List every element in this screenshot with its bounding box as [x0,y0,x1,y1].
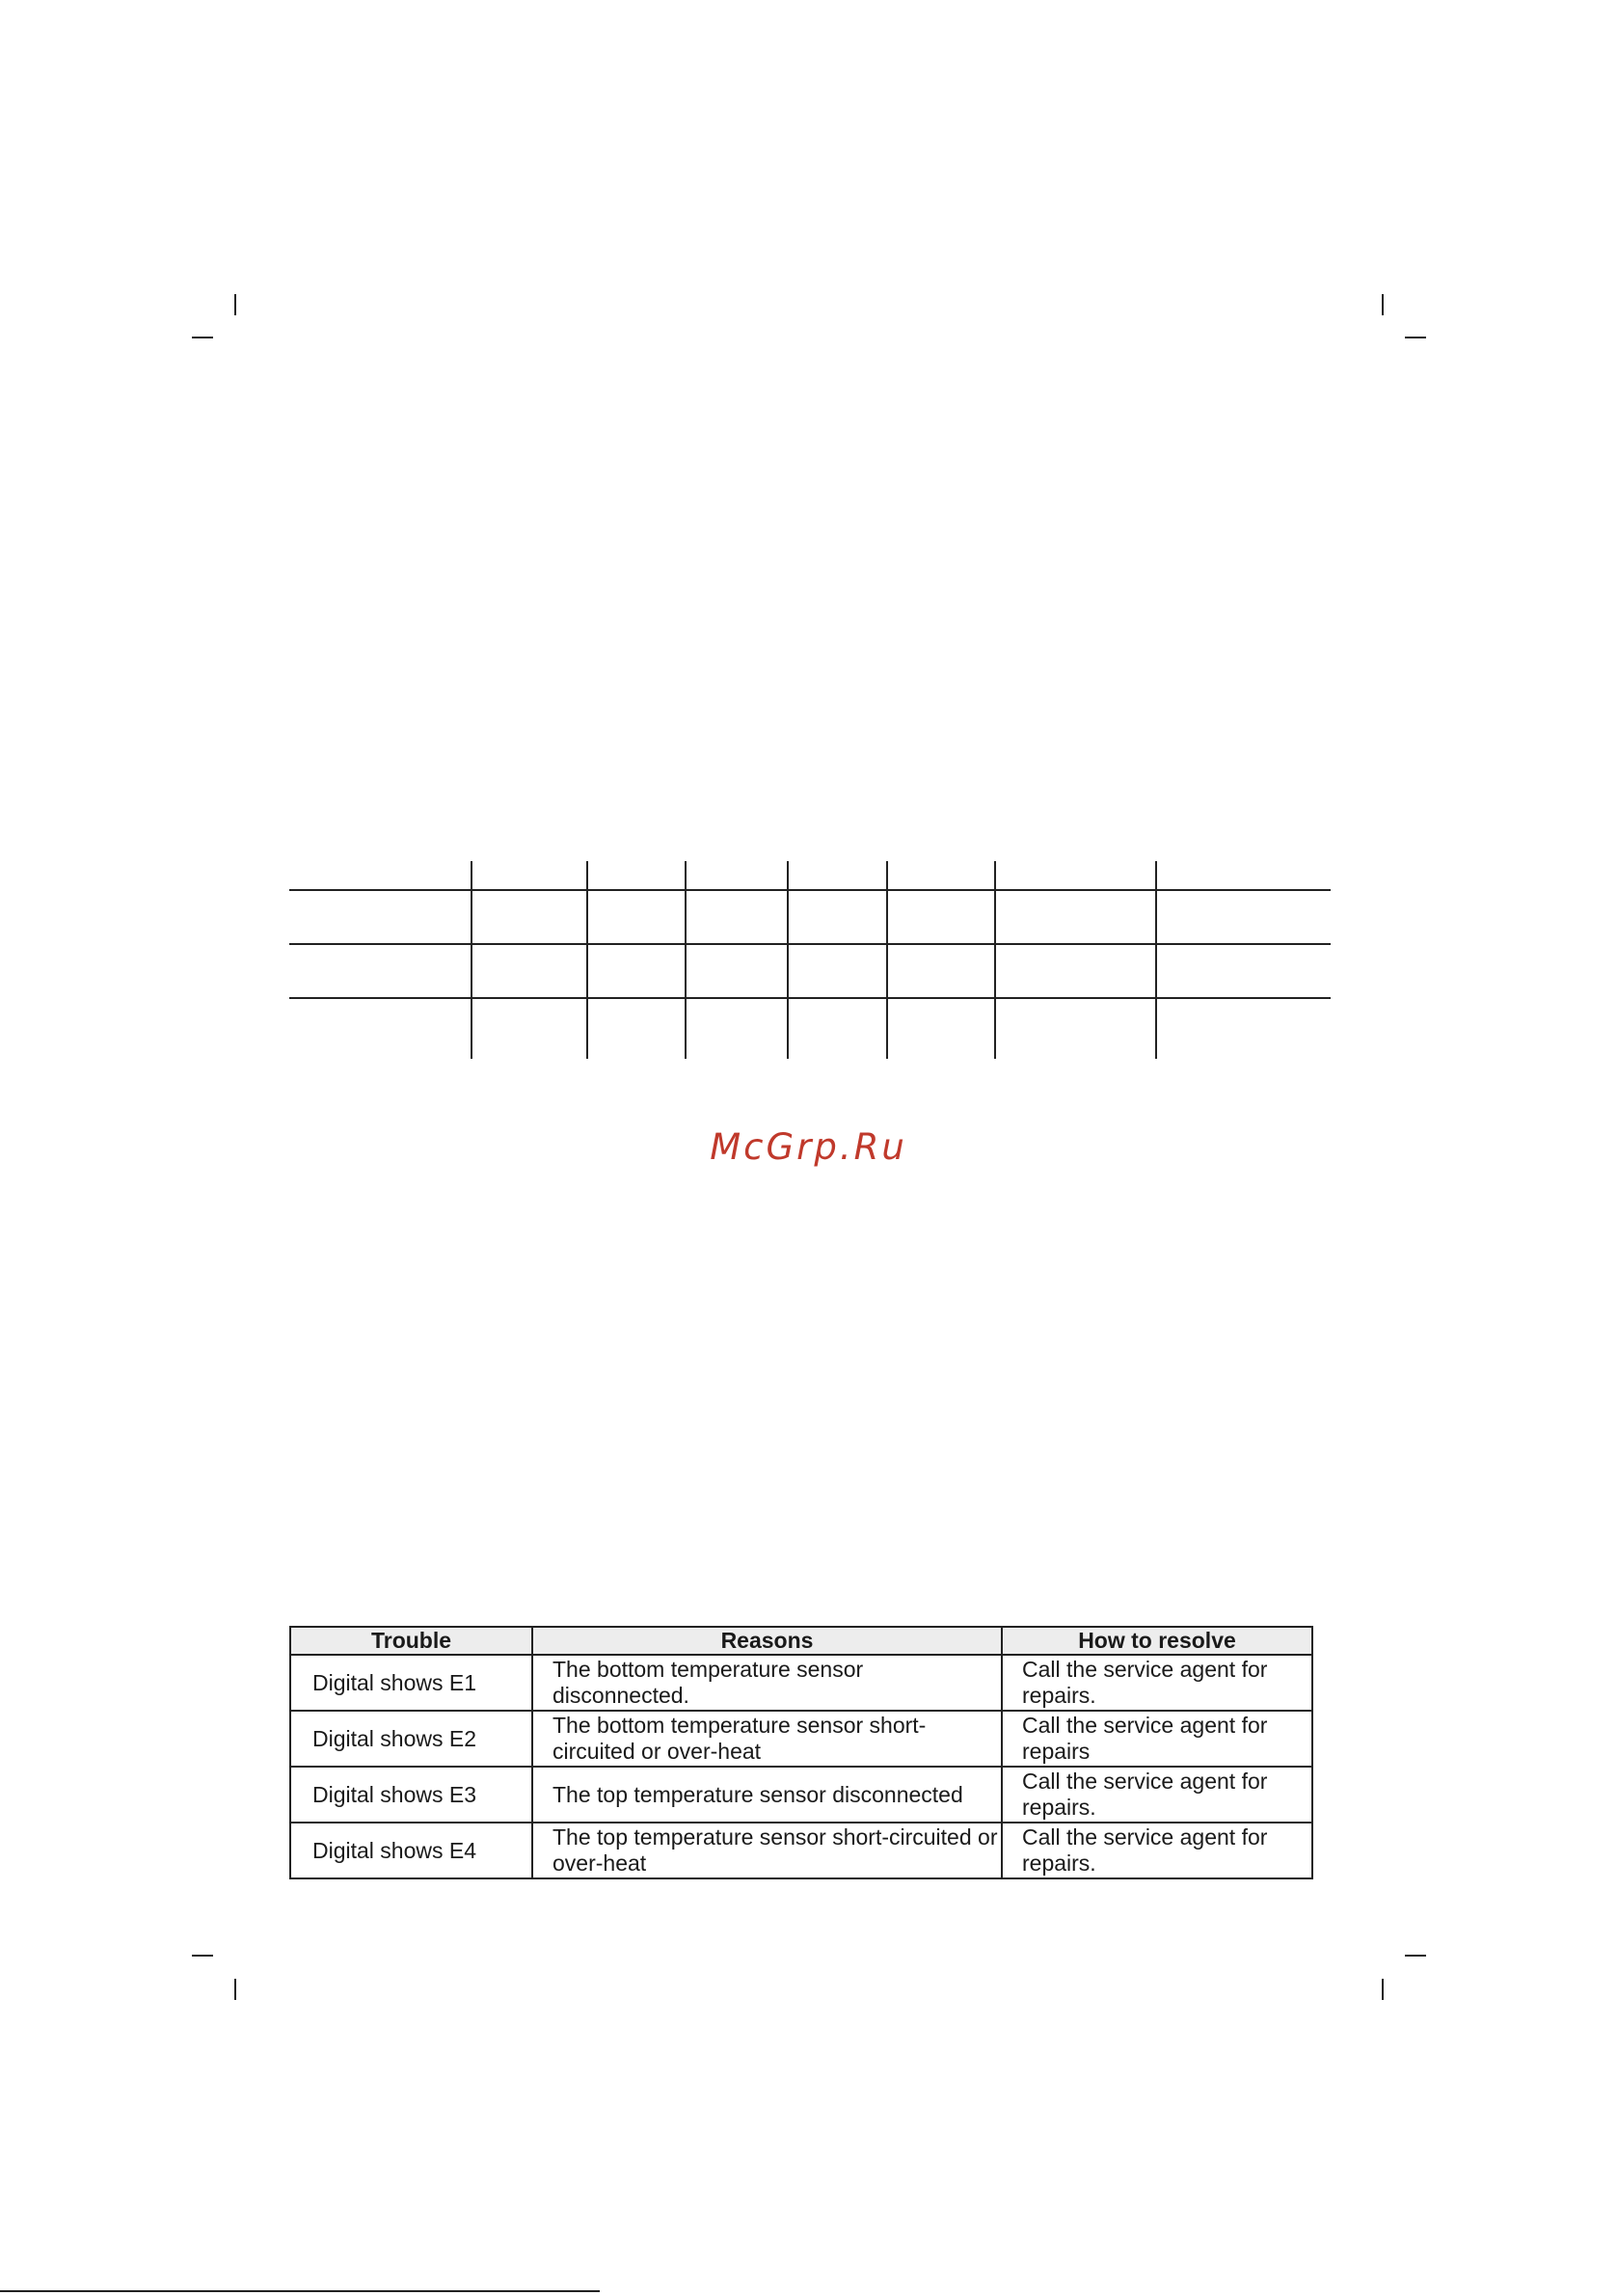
grid-rule-vertical [787,861,789,1059]
table-row [290,1711,1312,1767]
empty-table-grid [289,861,1331,1059]
reason-cell: The top temperature sensor disconnected [532,1767,1002,1823]
crop-mark-bottom-right-horizontal [1405,1955,1426,1957]
crop-mark-top-left-horizontal [192,337,213,338]
crop-mark-bottom-right-vertical [1382,1979,1384,2000]
crop-mark-top-right-vertical [1382,294,1384,315]
table-row [290,1655,1312,1711]
grid-rule-vertical [886,861,888,1059]
column-header-reasons: Reasons [532,1627,1002,1655]
watermark: McGrp.Ru [710,1126,907,1168]
crop-mark-bottom-left-vertical [234,1979,236,2000]
grid-rule-vertical [1155,861,1157,1059]
resolution-cell: Call the service agent for repairs [1002,1711,1312,1767]
crop-mark-top-left-vertical [234,294,236,315]
grid-rule-vertical [586,861,588,1059]
resolution-cell: Call the service agent for repairs. [1002,1823,1312,1878]
grid-rule-vertical [994,861,996,1059]
grid-rule-horizontal [289,889,1331,891]
grid-rule-vertical [685,861,687,1059]
reason-cell: The top temperature sensor short-circuited or over-heat [532,1823,1002,1878]
troubleshooting-table [289,1626,1313,1879]
bottom-rule [0,2290,600,2292]
crop-mark-bottom-left-horizontal [192,1955,213,1957]
trouble-cell: Digital shows E1 [290,1655,532,1711]
reason-cell: The bottom temperature sensor short-circuited or over-heat [532,1711,1002,1767]
trouble-cell: Digital shows E4 [290,1823,532,1878]
trouble-cell: Digital shows E3 [290,1767,532,1823]
table-header-row [290,1627,1312,1655]
grid-rule-horizontal [289,943,1331,945]
column-header-how-to-resolve: How to resolve [1002,1627,1312,1655]
trouble-cell: Digital shows E2 [290,1711,532,1767]
column-header-trouble: Trouble [290,1627,532,1655]
table-row [290,1767,1312,1823]
resolution-cell: Call the service agent for repairs. [1002,1655,1312,1711]
crop-mark-top-right-horizontal [1405,337,1426,338]
resolution-cell: Call the service agent for repairs. [1002,1767,1312,1823]
grid-rule-horizontal [289,997,1331,999]
table-row [290,1823,1312,1878]
grid-rule-vertical [471,861,472,1059]
reason-cell: The bottom temperature sensor disconnected. [532,1655,1002,1711]
